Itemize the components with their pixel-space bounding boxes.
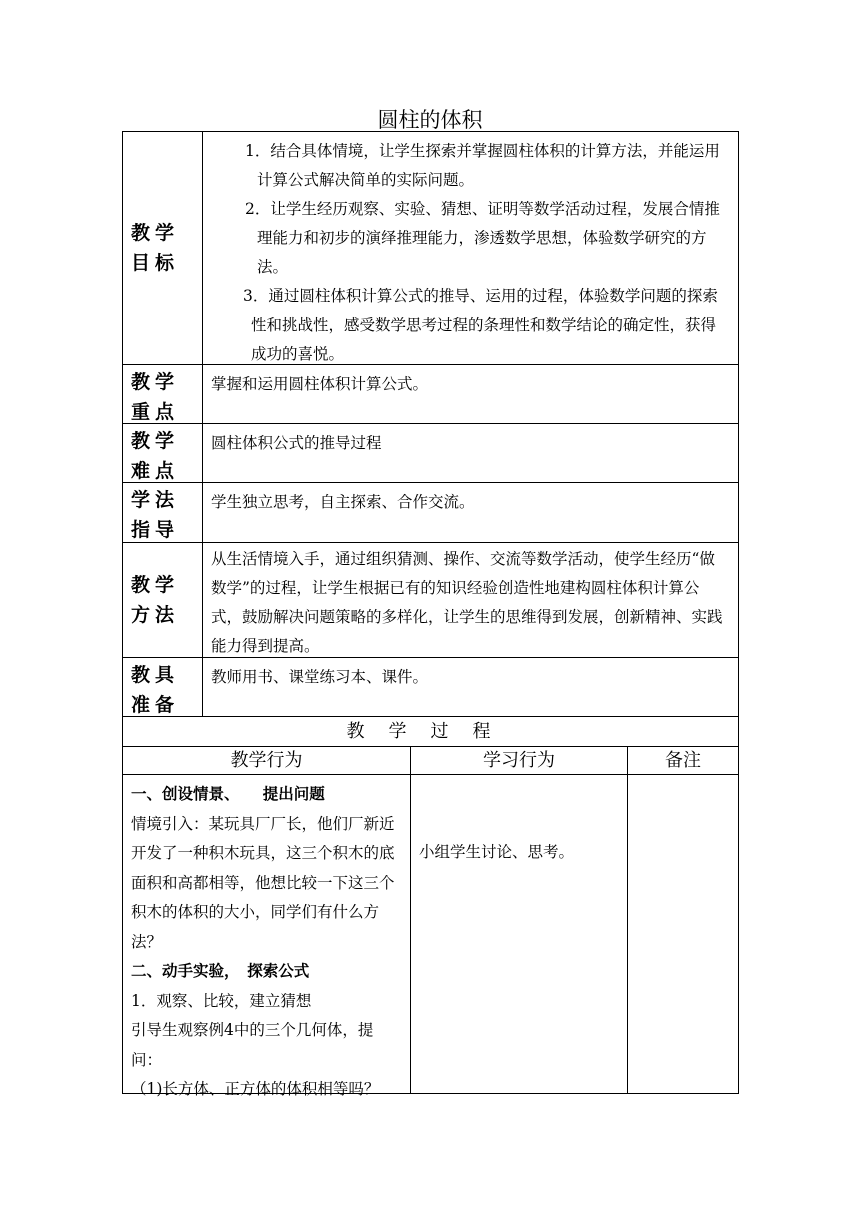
- goal-item-3: 3．通过圆柱体积计算公式的推导、运用的过程，体验数学问题的探索性和挑战性，感受数学思考过程的条理性和数学结论的确定性，获得成功的喜悦。: [243, 287, 718, 363]
- goals-label-text: 教学目标: [131, 222, 180, 274]
- notes-cell: [627, 774, 739, 1094]
- difficulty-label: [122, 423, 203, 483]
- teaching-cell: [122, 774, 411, 1098]
- tools-label-text: 教具准备: [131, 664, 180, 716]
- section2-title: 二、动手实验， 探索公式: [131, 962, 310, 980]
- method-content: [202, 542, 739, 658]
- key-points-text: 掌握和运用圆柱体积计算公式。: [211, 375, 429, 393]
- study-guide-label-text: 学法指导: [131, 489, 180, 541]
- study-guide-label: [122, 482, 203, 543]
- goals-label: [122, 131, 203, 365]
- learning-text: 小组学生讨论、思考。: [419, 843, 575, 861]
- method-text: 从生活情境入手，通过组织猜测、操作、交流等数学活动，使学生经历“做数学”的过程，让学生根据已有的知识经验创造性地建构圆柱体积计算公式，鼓励解决问题策略的多样化，让学生的思维得到发展，创新精神、实践能力得到提高。: [211, 550, 723, 655]
- col-header-teaching: [122, 746, 411, 775]
- step1-text: 1．观察、比较，建立猜想: [131, 991, 312, 1010]
- tools-content: [202, 657, 739, 717]
- goals-content: [202, 131, 739, 365]
- tools-label: [122, 657, 203, 717]
- process-heading-text: 教学过程: [346, 721, 515, 742]
- question1-text: （1)长方体、正方体的体积相等吗？: [131, 1080, 380, 1098]
- study-guide-text: 学生独立思考，自主探索、合作交流。: [211, 493, 475, 511]
- goal-item-1: 1．结合具体情境，让学生探索并掌握圆柱体积的计算方法，并能运用计算公式解决简单的实际问题。: [245, 142, 720, 189]
- col-header-learning-text: 学习行为: [483, 750, 555, 771]
- learning-cell: [410, 774, 628, 1094]
- difficulty-text: 圆柱体积公式的推导过程: [211, 434, 382, 452]
- section1-title: 一、创设情景、 提出问题: [131, 785, 325, 803]
- col-header-teaching-text: 教学行为: [230, 750, 303, 771]
- key-points-content: [202, 364, 739, 424]
- difficulty-content: [202, 423, 739, 483]
- method-label: [122, 542, 203, 658]
- tools-text: 教师用书、课堂练习本、课件。: [211, 668, 429, 686]
- process-heading: [122, 716, 739, 747]
- study-guide-content: [202, 482, 739, 543]
- col-header-learning: [410, 746, 628, 775]
- col-header-notes: [627, 746, 739, 775]
- key-points-label: [122, 364, 203, 424]
- page-title: 圆柱的体积: [377, 108, 483, 132]
- goal-item-2: 2．让学生经历观察、实验、猜想、证明等数学活动过程，发展合情推理能力和初步的演绎推理能力，渗透数学思想，体验数学研究的方法。: [245, 200, 720, 276]
- difficulty-label-text: 教学难点: [131, 430, 180, 482]
- guide-text: 引导生观察例4中的三个几何体，提问：: [131, 1021, 374, 1069]
- key-points-label-text: 教学重点: [131, 371, 180, 423]
- col-header-notes-text: 备注: [665, 750, 701, 771]
- method-label-text: 教学方法: [131, 574, 180, 626]
- intro-text: 情境引入：某玩具厂厂长，他们厂新近开发了一种积木玩具，这三个积木的底面积和高都相等，他想比较一下这三个积木的体积的大小，同学们有什么方法？: [131, 814, 395, 951]
